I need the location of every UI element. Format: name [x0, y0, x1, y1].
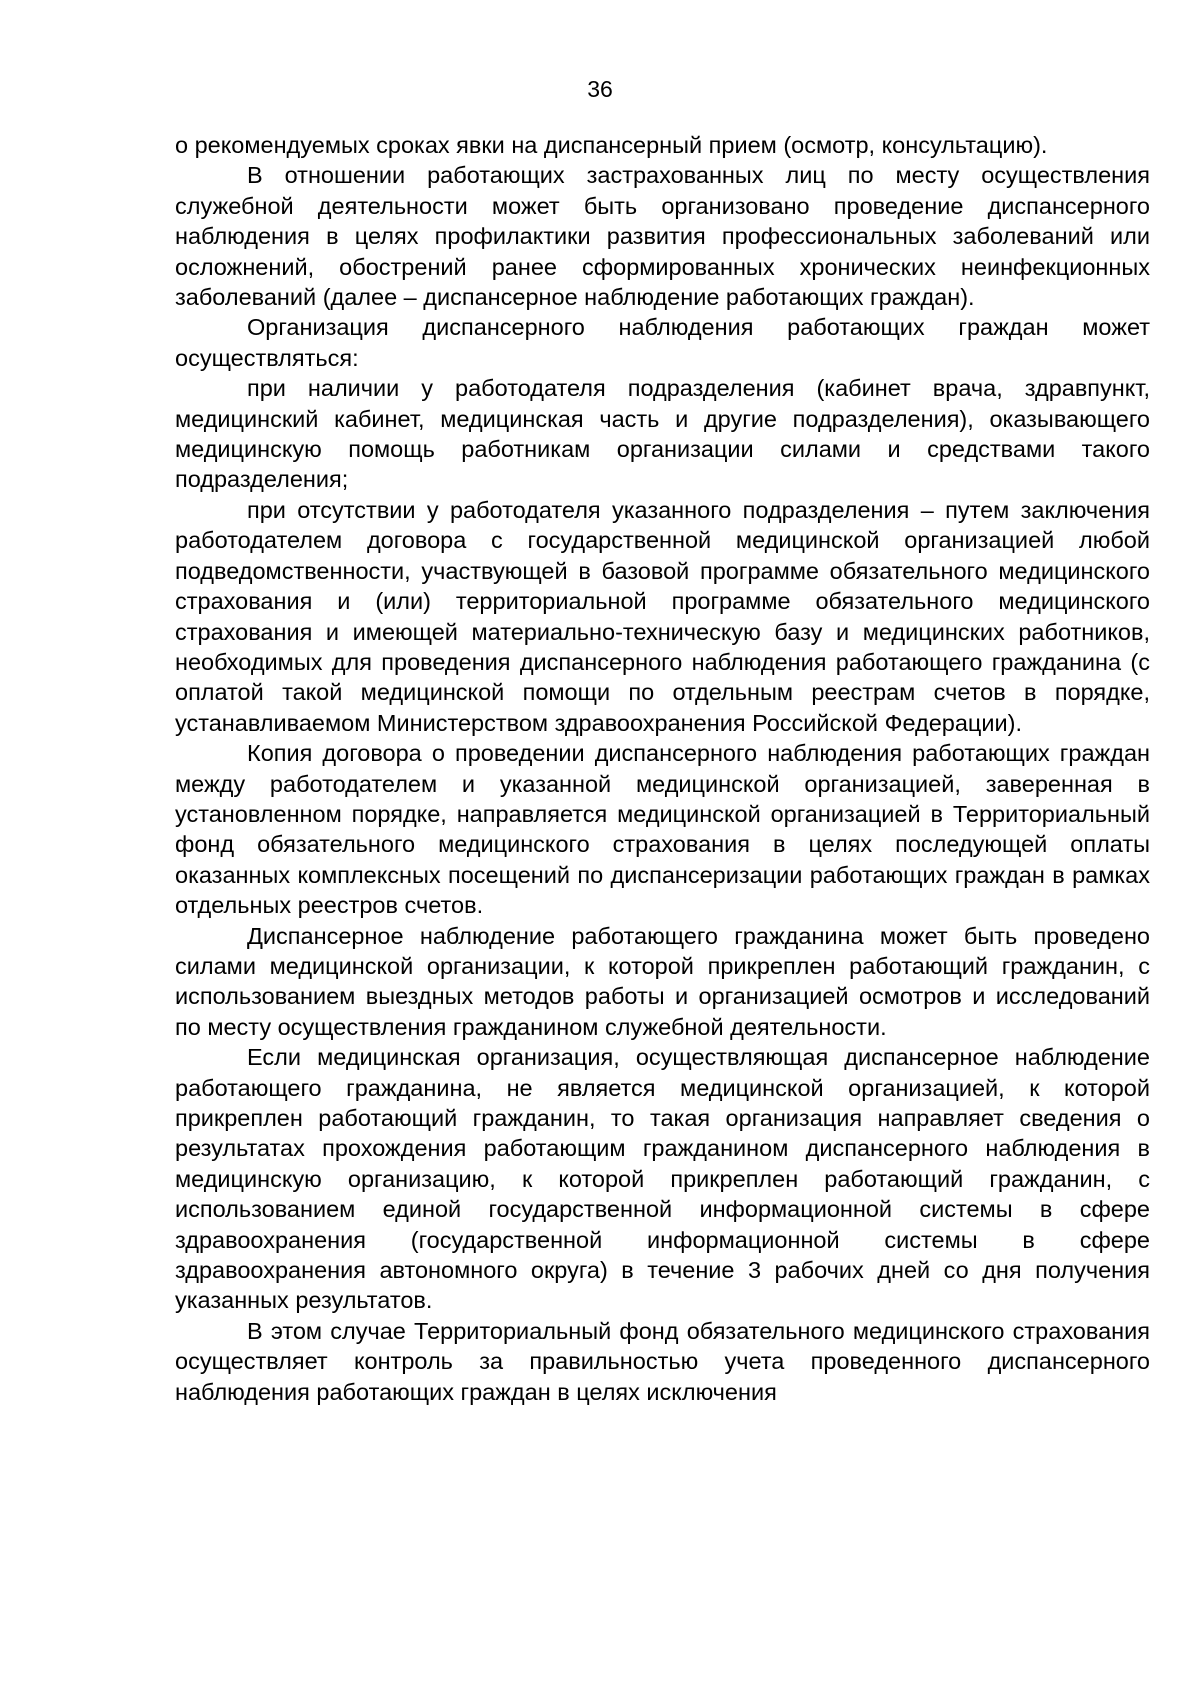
paragraph-continuation: о рекомендуемых сроках явки на диспансерный прием (осмотр, консультацию).	[175, 132, 1048, 158]
paragraph-organization-intro: Организация диспансерного наблюдения работающих граждан может осуществляться:	[175, 314, 1150, 371]
paragraph-employer-no-unit: при отсутствии у работодателя указанного подразделения – путем заключения работодателем договора с государственной медицинской организацией любой подведомственности, участвующей в базовой программе обязательного медицинского страхования и (или) территориальной программе обязательного медицинского страхования и имеющей материально-техническую базу и медицинских работников, необходимых для проведения диспансерного наблюдения работающего гражданина (с оплатой такой медицинской помощи по отдельным реестрам счетов в порядке, устанавливаемом Министерством здравоохранения Российской Федерации).	[175, 496, 1150, 736]
paragraph-fund-control: В этом случае Территориальный фонд обязательного медицинского страхования осуществляет контроль за правильностью учета проведенного диспансерного наблюдения работающих граждан в целях исключения	[175, 1317, 1150, 1405]
paragraph-employer-has-unit: при наличии у работодателя подразделения (кабинет врача, здравпункт, медицинский кабинет, медицинская часть и другие подразделения), оказывающего медицинскую помощь работникам организации силами и средствами такого подразделения;	[175, 375, 1150, 493]
paragraph-contract-copy: Копия договора о проведении диспансерного наблюдения работающих граждан между работодателем и указанной медицинской организацией, заверенная в установленном порядке, направляется медицинской организацией в Территориальный фонд обязательного медицинского страхования в целях последующей оплаты оказанных комплексных посещений по диспансеризации работающих граждан в рамках отдельных реестров счетов.	[175, 740, 1150, 919]
paragraph-observation-by-attached-org: Диспансерное наблюдение работающего гражданина может быть проведено силами медицинской организации, к которой прикреплен работающий гражданин, с использованием выездных методов работы и организацией осмотров и исследований по месту осуществления гражданином служебной деятельности.	[175, 922, 1150, 1040]
document-body	[175, 130, 1150, 1407]
paragraph-results-transfer: Если медицинская организация, осуществляющая диспансерное наблюдение работающего гражданина, не является медицинской организацией, к которой прикреплен работающий гражданин, то такая организация направляет сведения о результатах прохождения работающим гражданином диспансерного наблюдения в медицинскую организацию, к которой прикреплен работающий гражданин, с использованием единой государственной информационной системы в сфере здравоохранения (государственной информационной системы в сфере здравоохранения автономного округа) в течение 3 рабочих дней со дня получения указанных результатов.	[175, 1044, 1150, 1314]
paragraph-working-insured-persons: В отношении работающих застрахованных лиц по месту осуществления служебной деятельности может быть организовано проведение диспансерного наблюдения в целях профилактики развития профессиональных заболеваний или осложнений, обострений ранее сформированных хронических неинфекционных заболеваний (далее – диспансерное наблюдение работающих граждан).	[175, 162, 1150, 311]
page-number: 36	[587, 76, 613, 102]
